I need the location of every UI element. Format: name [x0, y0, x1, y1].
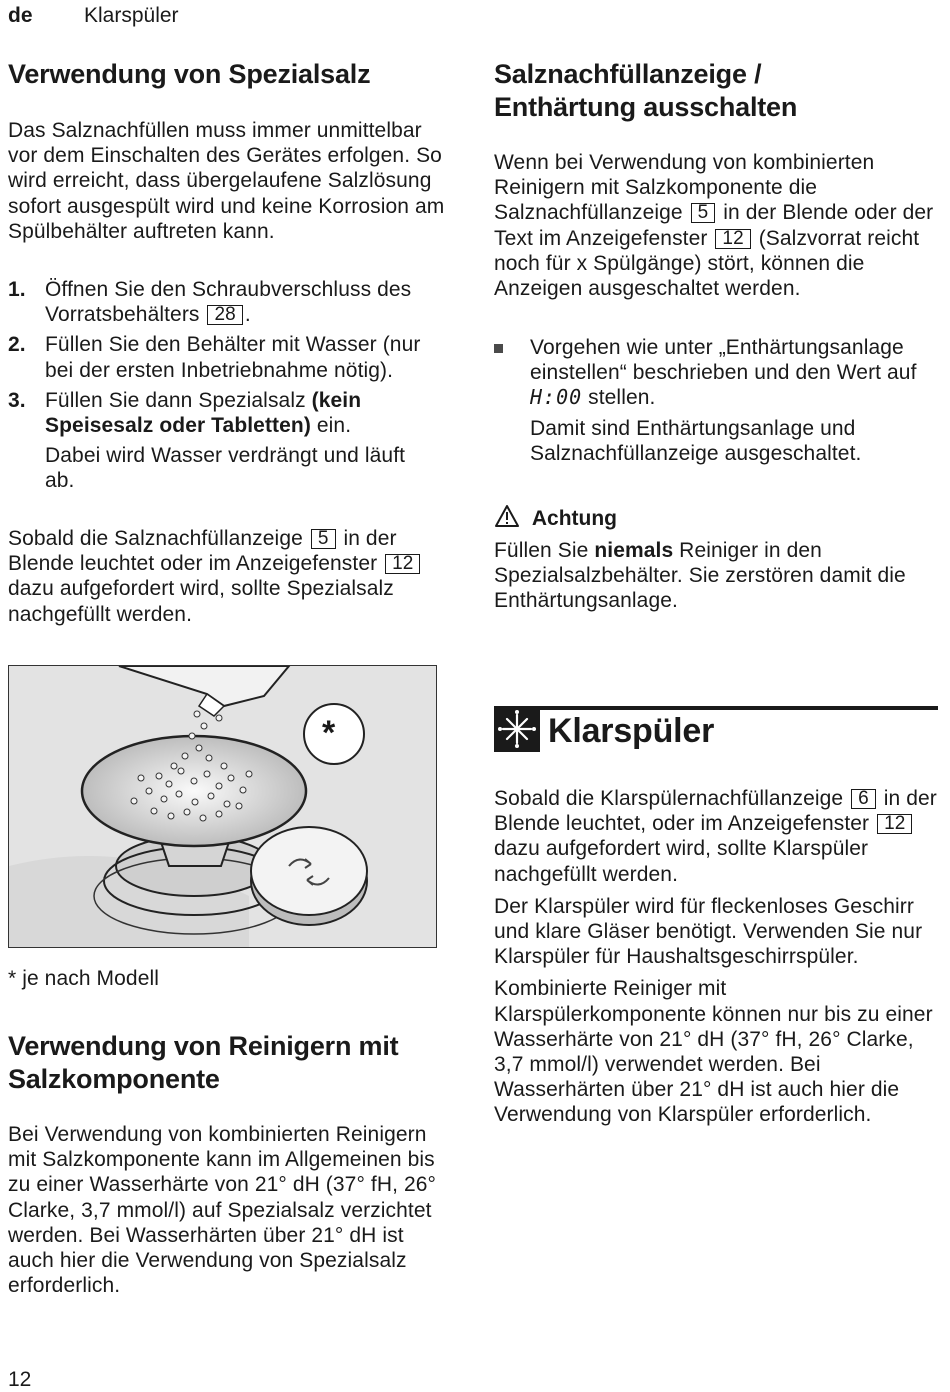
- bullet-text-end: stellen.: [588, 386, 656, 410]
- intro-paragraph: Das Salznachfüllen muss immer unmittelbar vor dem Einschalten des Gerätes erfolgen. So wird erreicht, dass übergelaufene Salzlösung sofort ausgespült wird und keine Korrosion am Spülbehälter auftreten kann.: [8, 119, 445, 243]
- step-number: 3.: [8, 388, 26, 412]
- step-note: Dabei wird Wasser verdrängt und läuft ab.: [45, 444, 406, 493]
- list-item: [494, 335, 925, 411]
- klarspueler-icon-box: [494, 706, 540, 752]
- steps-list: [8, 277, 448, 494]
- text-b: in der Blende oder der Text im Anzeigefenster: [494, 201, 934, 250]
- klarspueler-body: [494, 786, 940, 1128]
- reference-box: 5: [691, 203, 716, 223]
- salzkomponente-paragraph: Bei Verwendung von kombinierten Reinigern mit Salzkomponente kann im Allgemeinen bis zu einer Wasserhärte von 21° dH (37° fH, 26° Clarke, 3,7 mmol/l) auf Spezialsalz verzichtet werden. Bei Wasserhärten über 21° dH ist auch hier die Verwendung von Spezialsalz erforderlich.: [8, 1123, 437, 1298]
- text-a: Sobald die Klarspülernachfüllanzeige: [494, 787, 844, 810]
- bullet-list: [494, 335, 940, 466]
- section-title-spezialsalz: Verwendung von Spezialsalz: [8, 59, 371, 89]
- bullet-text: Vorgehen wie unter „Enthärtungsanlage einstellen“ beschrieben und den Wert auf: [530, 336, 917, 385]
- klarspueler-paragraph-3: Kombinierte Reiniger mit Klarspülerkomponente können nur bis zu einer Wasserhärte von 21° dH (37° fH, 26° Clarke, 3,7 mmol/l) verwendet werden. Bei Wasserhärten über 21° dH ist auch hier die Verwendung von Klarspüler erforderlich.: [494, 977, 933, 1127]
- step-number: 1.: [8, 278, 26, 301]
- salznachfuell-paragraph: [494, 150, 940, 301]
- list-item: [8, 277, 448, 327]
- text-c: dazu aufgefordert wird, sollte Klarspüler nachgefüllt werden.: [494, 837, 869, 886]
- text-b: in der Blende leuchtet, oder im Anzeigefenster: [494, 787, 937, 836]
- reference-box: 6: [851, 789, 876, 809]
- display-value: H:00: [530, 385, 583, 410]
- page-header: [8, 3, 179, 29]
- warning-text-bold: niemals: [594, 539, 674, 562]
- klarspueler-paragraph-1: [494, 786, 940, 887]
- bullet-marker: [494, 344, 503, 353]
- warning-text-b: Reiniger in den Spezialsalzbehälter. Sie zerstören damit die Enthärtungsanlage.: [494, 539, 906, 613]
- section-title-klarspueler: Klarspüler: [548, 712, 715, 750]
- language-code: de: [8, 4, 33, 27]
- figure-caption: * je nach Modell: [8, 967, 160, 990]
- header-title: Klarspüler: [84, 4, 179, 27]
- section-title-salznachfuellanzeige: Salznachfüllanzeige / Enthärtung ausschalten: [494, 59, 798, 122]
- warning-heading: [494, 504, 940, 532]
- reference-box: 12: [715, 229, 750, 249]
- warning-text: [494, 538, 940, 614]
- warning-triangle-icon: [494, 504, 520, 528]
- text-a: Wenn bei Verwendung von kombinierten Reinigern mit Salzkomponente die Salznachfüllanzeige: [494, 151, 875, 225]
- salt-filling-illustration: [8, 665, 437, 948]
- model-note-star: *: [322, 714, 336, 752]
- refill-text-c: dazu aufgefordert wird, sollte Spezialsalz nachgefüllt werden.: [8, 577, 394, 626]
- text-c: (Salzvorrat reicht noch für x Spülgänge) stört, können die Anzeigen ausgeschaltet werden.: [494, 226, 920, 301]
- page-number: 12: [8, 1368, 32, 1391]
- funnel-drawing: [9, 666, 436, 947]
- klarspueler-rule: [494, 706, 938, 710]
- list-item: [8, 332, 448, 382]
- bullet-note: Damit sind Enthärtungsanlage und Salznachfüllanzeige ausgeschaltet.: [530, 416, 862, 465]
- refill-text-a: Sobald die Salznachfüllanzeige: [8, 527, 303, 550]
- reference-box: 12: [385, 554, 420, 574]
- refill-text-b: in der Blende leuchtet oder im Anzeigefenster: [8, 527, 397, 576]
- section-title-salzkomponente: Verwendung von Reinigern mit Salzkomponente: [8, 1031, 399, 1094]
- refill-paragraph: [8, 526, 438, 627]
- warning-text-a: Füllen Sie: [494, 539, 595, 562]
- step-text: Füllen Sie den Behälter mit Wasser (nur bei der ersten Inbetriebnahme nötig).: [45, 333, 421, 382]
- step-text: Füllen Sie dann Spezialsalz: [45, 388, 312, 412]
- step-text: Öffnen Sie den Schraubverschluss des Vorratsbehälters: [45, 278, 412, 327]
- rinse-aid-icon: [494, 706, 540, 752]
- reference-box: 28: [207, 305, 242, 325]
- step-text: ein.: [310, 414, 352, 438]
- list-item: [8, 388, 448, 438]
- warning-label: Achtung: [531, 507, 617, 530]
- step-punctuation: .: [244, 303, 251, 327]
- reference-box: 12: [877, 814, 912, 834]
- step-number: 2.: [8, 333, 26, 357]
- klarspueler-paragraph-2: Der Klarspüler wird für fleckenloses Geschirr und klare Gläser benötigt. Verwenden Sie nur Klarspüler für Haushaltsgeschirrspüler.: [494, 894, 923, 969]
- step-text-bold: (kein Speisesalz oder Tabletten): [45, 388, 362, 438]
- reference-box: 5: [311, 529, 336, 549]
